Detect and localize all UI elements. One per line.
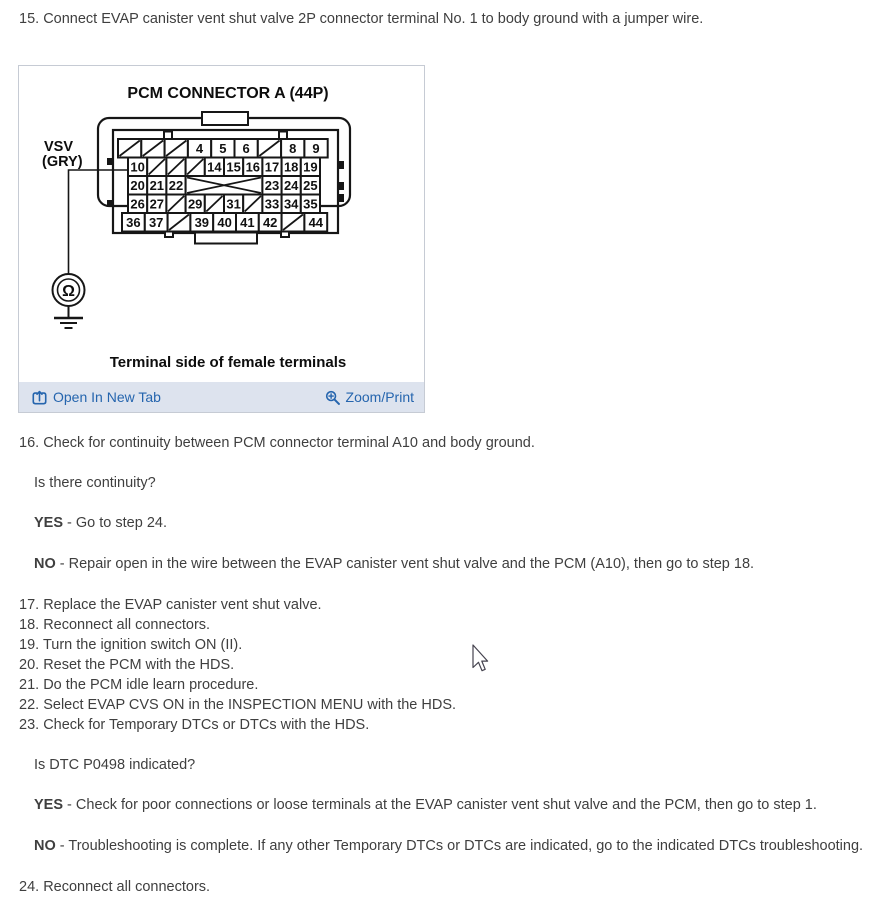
step-text: Replace the EVAP canister vent shut valve.	[43, 597, 322, 613]
step-text: Check for Temporary DTCs or DTCs with the HDS.	[43, 717, 370, 733]
step-number: 22.	[19, 697, 40, 713]
pin-number: 21	[149, 178, 165, 194]
connector-top-tab	[202, 112, 248, 125]
pin-number: 36	[126, 215, 141, 231]
pin-number: 35	[303, 196, 318, 212]
step-17	[19, 595, 322, 615]
step-text: Check for continuity between PCM connector terminal A10 and body ground.	[43, 435, 535, 451]
pin-number: 22	[168, 178, 184, 194]
mouse-cursor	[472, 644, 489, 672]
question-dtc: Is DTC P0498 indicated?	[34, 757, 196, 773]
lock-nub	[338, 182, 344, 190]
branch-label: YES	[34, 515, 64, 531]
pin-number: 25	[303, 178, 318, 194]
open-in-new-tab-label: Open In New Tab	[53, 389, 161, 405]
branch-label: NO	[34, 556, 56, 572]
step-21	[19, 675, 258, 695]
step-16	[19, 433, 535, 453]
pin-number: 17	[264, 159, 280, 175]
pin-number: 23	[264, 178, 280, 194]
pin-number: 10	[130, 159, 145, 175]
step-number: 18.	[19, 617, 40, 633]
pin-number: 26	[130, 196, 145, 212]
step-text: Do the PCM idle learn procedure.	[43, 677, 259, 693]
ohmmeter-icon	[53, 274, 85, 306]
pin-number: 41	[240, 215, 255, 231]
pin-number: 40	[217, 215, 232, 231]
step-number: 15.	[19, 11, 40, 27]
step-number: 19.	[19, 637, 40, 653]
pin-number: 15	[226, 159, 241, 175]
pin-number: 33	[264, 196, 280, 212]
step-text: Connect EVAP canister vent shut valve 2P connector terminal No. 1 to body ground with a jumper wire.	[43, 11, 704, 27]
branch-label: YES	[34, 797, 64, 813]
pin-number: 14	[207, 159, 222, 175]
branch-label: NO	[34, 838, 56, 854]
pin-number: 20	[130, 178, 145, 194]
pin-number: 24	[283, 178, 299, 194]
step-22	[19, 695, 456, 715]
zoom-print-label: Zoom/Print	[345, 389, 414, 405]
branch-no-1	[34, 554, 754, 574]
step-24	[19, 877, 210, 897]
question-continuity: Is there continuity?	[34, 475, 156, 491]
step-text: Reset the PCM with the HDS.	[43, 657, 235, 673]
step-number: 24.	[19, 879, 40, 895]
connector-diagram	[19, 66, 424, 382]
pin-number: 16	[245, 159, 261, 175]
lock-nub	[338, 194, 344, 202]
step-text: Select EVAP CVS ON in the INSPECTION MENU with the HDS.	[43, 697, 457, 713]
lock-nub	[107, 200, 114, 207]
step-number: 23.	[19, 717, 40, 733]
pin-number: 8	[289, 141, 297, 157]
open-in-new-tab-icon	[32, 390, 47, 405]
lock-nub	[107, 158, 114, 165]
open-in-new-tab-link[interactable]	[32, 387, 161, 407]
zoom-in-icon	[325, 390, 340, 405]
figure-toolbar	[19, 382, 424, 412]
pin-number: 44	[308, 215, 324, 231]
branch-text: - Repair open in the wire between the EVAP canister vent shut valve and the PCM (A10), then go to step 18.	[59, 556, 755, 572]
step-text: Reconnect all connectors.	[43, 879, 211, 895]
connector-bottom-tab	[195, 233, 257, 244]
pin-number: 37	[148, 215, 164, 231]
pin-grid	[118, 139, 328, 232]
branch-yes-1	[34, 513, 167, 533]
wire-label-line1: VSV	[44, 139, 74, 155]
step-18	[19, 615, 210, 635]
branch-text: - Troubleshooting is complete. If any other Temporary DTCs or DTCs are indicated, go to the indicated DTCs troubleshooting.	[59, 838, 864, 854]
pin-number: 34	[283, 196, 299, 212]
connector-figure	[18, 65, 425, 413]
ground-icon	[54, 306, 83, 328]
lock-nub	[338, 161, 344, 169]
step-23	[19, 715, 369, 735]
ohm-symbol: Ω	[62, 283, 75, 300]
pin-number: 19	[303, 159, 318, 175]
branch-yes-2	[34, 795, 817, 815]
figure-title: PCM CONNECTOR A (44P)	[127, 85, 329, 102]
pin-number: 9	[312, 141, 320, 157]
pin-number: 6	[242, 141, 250, 157]
pin-number: 39	[194, 215, 210, 231]
step-19	[19, 635, 242, 655]
step-number: 16.	[19, 435, 40, 451]
pin-number: 27	[149, 196, 165, 212]
pin-number: 31	[226, 196, 241, 212]
step-text: Reconnect all connectors.	[43, 617, 211, 633]
step-number: 21.	[19, 677, 40, 693]
branch-text: - Go to step 24.	[67, 515, 167, 531]
pin-number: 4	[195, 141, 204, 157]
pin-number: 18	[283, 159, 299, 175]
pin-number: 29	[187, 196, 203, 212]
pin-number: 5	[219, 141, 227, 157]
step-number: 17.	[19, 597, 40, 613]
wire-label-line2: (GRY)	[42, 154, 83, 170]
branch-text: - Check for poor connections or loose terminals at the EVAP canister vent shut valve and the PCM, then go to step 1.	[67, 797, 817, 813]
step-20	[19, 655, 234, 675]
step-15	[19, 9, 703, 29]
step-number: 20.	[19, 657, 40, 673]
step-text: Turn the ignition switch ON (II).	[42, 637, 243, 653]
pin-number: 42	[262, 215, 278, 231]
branch-no-2	[34, 836, 863, 856]
figure-caption: Terminal side of female terminals	[109, 354, 347, 371]
zoom-print-link[interactable]	[325, 387, 414, 407]
